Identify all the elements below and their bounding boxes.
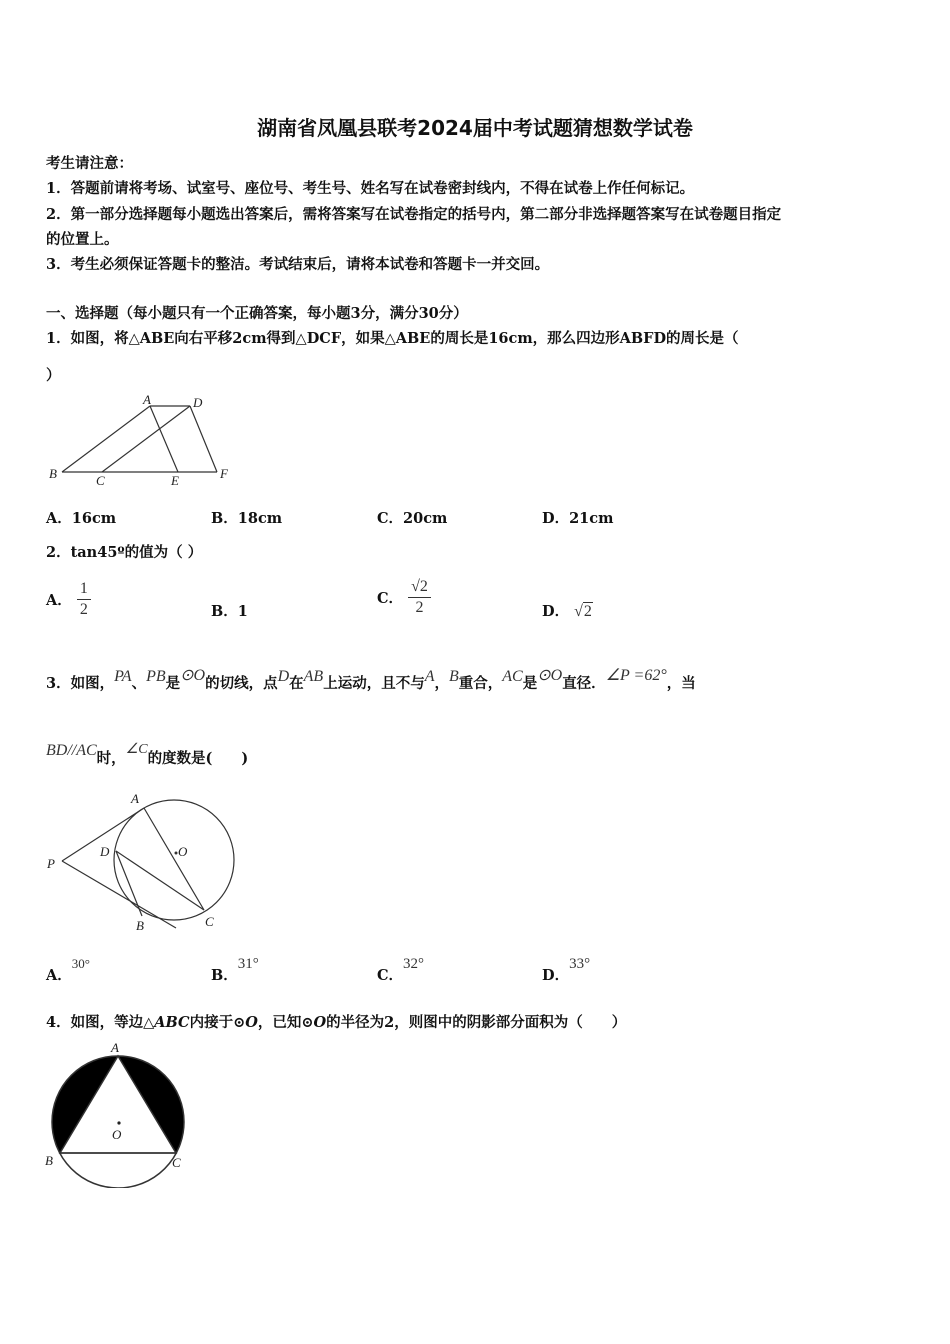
q3-option-d: D．33°	[542, 956, 591, 984]
section-heading: 一、选择题（每小题只有一个正确答案，每小题3分，满分30分）	[46, 305, 468, 322]
q1-stem: 1．如图，将△ABE向右平移2cm得到△DCF，如果△ABE的周长是16cm，那么四边形ABFD的周长是（	[46, 330, 739, 347]
q2-option-d: D． √2	[542, 603, 592, 620]
q1-label-c: C	[96, 473, 105, 488]
q3-label-c: C	[205, 914, 214, 929]
q1-option-c: C．20cm	[377, 510, 448, 527]
notice-heading: 考生请注意：	[46, 155, 133, 172]
q1-label-f: F	[220, 466, 228, 481]
q4-label-o: O	[112, 1127, 122, 1142]
q1-option-a: A．16cm	[46, 510, 117, 527]
q1-stem-close: ）	[46, 367, 61, 384]
q2-stem: 2．tan45º的值为（ ）	[46, 544, 203, 561]
q1-option-d: D．21cm	[542, 510, 614, 527]
q1-option-b: B．18cm	[211, 510, 283, 527]
notice-item: 1．答题前请将考场、试室号、座位号、考生号、姓名写在试卷密封线内，不得在试卷上作任何标记。	[46, 180, 695, 197]
fraction: $\frac{√2}{2}$	[408, 577, 431, 618]
q3-label-o: O	[178, 844, 188, 859]
page-title: 湖南省凤凰县联考2024届中考试题猜想数学试卷	[257, 116, 693, 140]
fraction: $\frac{1}{2}$	[77, 579, 91, 620]
q3-label-b: B	[136, 918, 144, 933]
q4-label-c: C	[172, 1155, 181, 1170]
q1-label-b: B	[49, 466, 57, 481]
notice-item: 的位置上。	[46, 231, 119, 248]
arc-ab: AB	[303, 668, 324, 685]
q2-option-a: A． $\frac{1}{2}$	[46, 579, 91, 620]
q3-stem-2: BD//AC时，∠C的度数是( )	[46, 742, 249, 767]
q4-label-b: B	[45, 1153, 53, 1168]
q1-label-d: D	[193, 395, 203, 410]
q3-stem: 3．如图，PA、PB是⊙O的切线，点D在AB上运动，且不与A，B重合，AC是⊙O直径．∠P =62°，当	[46, 667, 696, 692]
q1-figure	[44, 390, 234, 490]
q3-option-a: A．30°	[46, 956, 90, 984]
notice-item: 3．考生必须保证答题卡的整洁。考试结束后，请将本试卷和答题卡一并交回。	[46, 256, 550, 273]
q4-figure	[42, 1038, 192, 1188]
q3-figure	[44, 788, 244, 938]
radical: √2	[574, 603, 592, 620]
q1-label-e: E	[171, 473, 179, 488]
q3-label-d: D	[100, 844, 110, 859]
q3-label-p: P	[47, 856, 55, 871]
q2-option-b: B．1	[211, 603, 248, 620]
q3-label-a: A	[131, 791, 139, 806]
notice-item: 2．第一部分选择题每小题选出答案后，需将答案写在试卷指定的括号内，第二部分非选择题答案写在试卷题目指定	[46, 206, 782, 223]
q1-label-a: A	[143, 392, 151, 407]
q4-stem: 4．如图，等边△ABC内接于⊙O，已知⊙O的半径为2，则图中的阴影部分面积为（ ）	[46, 1014, 627, 1031]
q3-option-b: B．31°	[211, 956, 259, 984]
q2-option-c: C． $\frac{√2}{2}$	[377, 577, 431, 618]
q4-label-a: A	[111, 1040, 119, 1055]
q3-option-c: C．32°	[377, 956, 425, 984]
